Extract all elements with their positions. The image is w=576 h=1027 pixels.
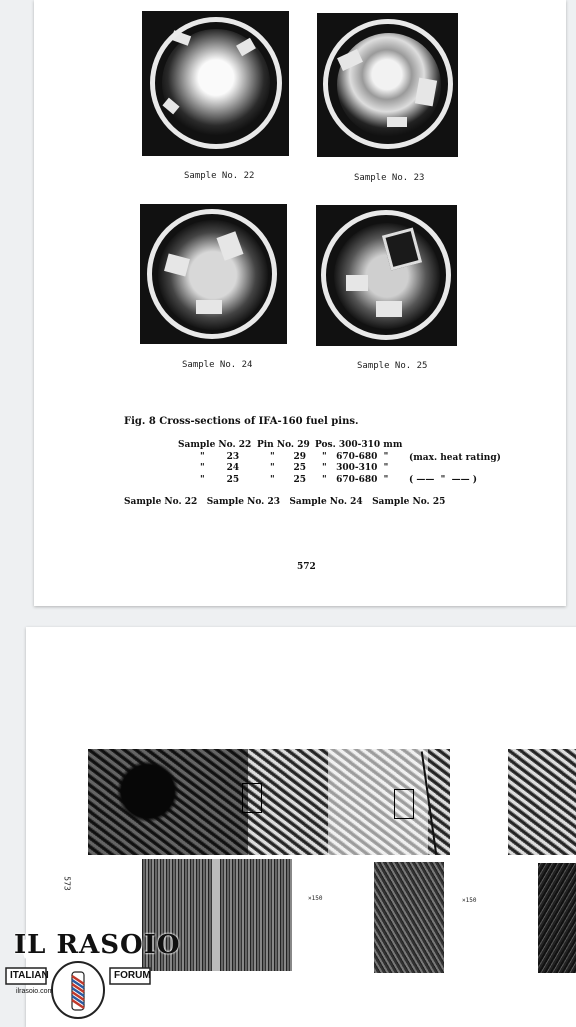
table-row-2-sample: " 23: [200, 452, 240, 462]
sample-25-caption: Sample No. 25: [357, 361, 428, 371]
sample-25-photo: [316, 205, 457, 346]
table-row-4-pin: " 25: [270, 475, 307, 485]
sample-23-photo: [317, 13, 458, 157]
table-row-2-pos: " 670-680 ": [322, 452, 389, 462]
figure-caption: Fig. 8 Cross-sections of IFA-160 fuel pins.: [124, 416, 359, 427]
micrograph-strip: [88, 749, 576, 855]
logo-site: ilrasoio.com: [16, 988, 54, 995]
table-row-4-sample: " 25: [200, 475, 240, 485]
summary-line: Sample No. 22 Sample No. 23 Sample No. 24 Sample No. 25: [124, 497, 446, 507]
logo-title: IL RASOIO: [14, 930, 181, 960]
table-row-4-pos: " 670-680 ": [322, 475, 389, 485]
table-row-1-pos: Pos. 300-310 mm: [315, 440, 403, 450]
micrograph-detail-2: [374, 862, 444, 973]
table-row-4-note: ( —— " —— ): [409, 475, 478, 485]
logo-right-banner: FORUM: [114, 970, 151, 981]
sample-23-caption: Sample No. 23: [354, 173, 425, 183]
sample-22-caption: Sample No. 22: [184, 171, 255, 181]
table-row-1-pin: Pin No. 29: [257, 440, 310, 450]
micrograph-detail-3: [538, 863, 576, 973]
il-rasoio-logo: [4, 928, 181, 1020]
document-page-572: [34, 0, 566, 606]
page-number-573: 573: [62, 876, 72, 891]
magnification-label-1: ×150: [308, 895, 323, 902]
table-row-3-pos: " 300-310 ": [322, 463, 389, 473]
logo-left-banner: ITALIAN: [10, 970, 49, 981]
sample-24-photo: [140, 204, 287, 344]
table-row-3-sample: " 24: [200, 463, 240, 473]
sample-22-photo: [142, 11, 289, 156]
sample-24-caption: Sample No. 24: [182, 360, 253, 370]
table-row-2-pin: " 29: [270, 452, 307, 462]
table-row-1-sample: Sample No. 22: [178, 440, 252, 450]
magnification-label-2: ×150: [462, 897, 477, 904]
table-row-2-note: (max. heat rating): [409, 453, 501, 463]
page-number-572: 572: [297, 562, 316, 572]
table-row-3-pin: " 25: [270, 463, 307, 473]
